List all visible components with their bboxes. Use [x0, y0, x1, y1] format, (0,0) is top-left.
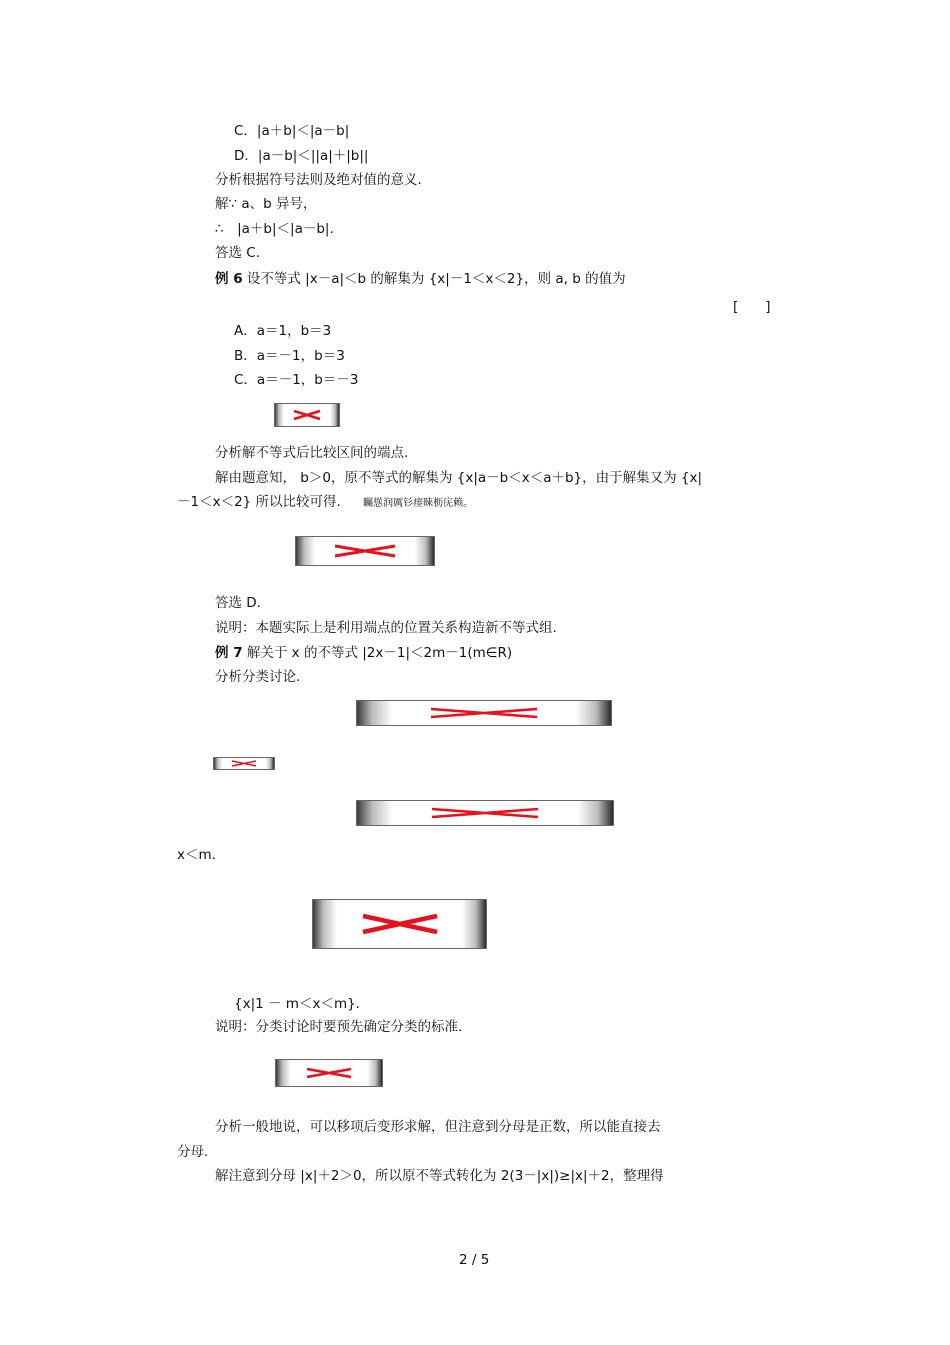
note-text: 说明：分类讨论时要预先确定分类的标准.	[215, 1019, 463, 1035]
note-text: 说明：本题实际上是利用端点的位置关系构造新不等式组.	[215, 620, 557, 636]
solution-continued	[177, 493, 473, 513]
analysis-continued: 分母.	[177, 1144, 209, 1160]
analysis-text: 分析解不等式后比较区间的端点.	[215, 445, 409, 461]
solution-set: {x|1 － m＜x＜m}．	[234, 996, 370, 1012]
broken-image-icon	[213, 757, 275, 770]
analysis-text: 分析根据符号法则及绝对值的意义.	[215, 172, 422, 188]
broken-image-icon	[312, 899, 487, 949]
option-d: D．|a－b|＜||a|＋|b||	[234, 148, 369, 164]
answer-text: 答选 D.	[215, 595, 261, 611]
analysis-text: 分析一般地说，可以移项后变形求解，但注意到分母是正数，所以能直接去	[215, 1119, 661, 1135]
broken-image-icon	[274, 403, 340, 427]
option-c: C．|a＋b|＜|a－b|	[234, 123, 350, 139]
page-number: 2 / 5	[459, 1252, 490, 1268]
answer-bracket: [ ]	[733, 299, 771, 315]
example-7-question	[215, 644, 512, 662]
example-6-text: 设不等式 |x－a|＜b 的解集为 {x|－1＜x＜2}，则 a, b 的值为	[246, 271, 626, 287]
solution-continued-text: －1＜x＜2} 所以比较可得.	[177, 494, 341, 510]
solution-text: 解注意到分母 |x|＋2＞0，所以原不等式转化为 2(3－|x|)≥|x|＋2，整理得	[215, 1168, 664, 1184]
inequality-result: x＜m.	[177, 847, 216, 863]
example-6-label: 例 6	[215, 271, 243, 287]
solution-text: 解由题意知， b＞0，原不等式的解集为 {x|a－b＜x＜a＋b}，由于解集又为 {x|	[215, 470, 703, 486]
option-c: C．a＝－1，b＝－3	[234, 372, 359, 388]
broken-image-icon	[275, 1059, 383, 1087]
therefore-text: ∴ |a＋b|＜|a－b|.	[215, 221, 334, 237]
option-b: B．a＝－1，b＝3	[234, 348, 345, 364]
example-6-question	[215, 270, 626, 288]
answer-text: 答选 C.	[215, 245, 261, 261]
example-7-text: 解关于 x 的不等式 |2x－1|＜2m－1(m∈R)	[246, 645, 513, 661]
broken-image-icon	[295, 536, 435, 566]
option-a: A．a＝1，b＝3	[234, 323, 332, 339]
garbled-watermark: 矚慫润厲钐瘗睞枥庑赖。	[363, 498, 474, 509]
example-7-label: 例 7	[215, 645, 243, 661]
solution-text: 解∵ a、b 异号，	[215, 196, 317, 212]
broken-image-icon	[356, 700, 612, 726]
analysis-text: 分析分类讨论.	[215, 669, 301, 685]
broken-image-icon	[356, 800, 614, 826]
